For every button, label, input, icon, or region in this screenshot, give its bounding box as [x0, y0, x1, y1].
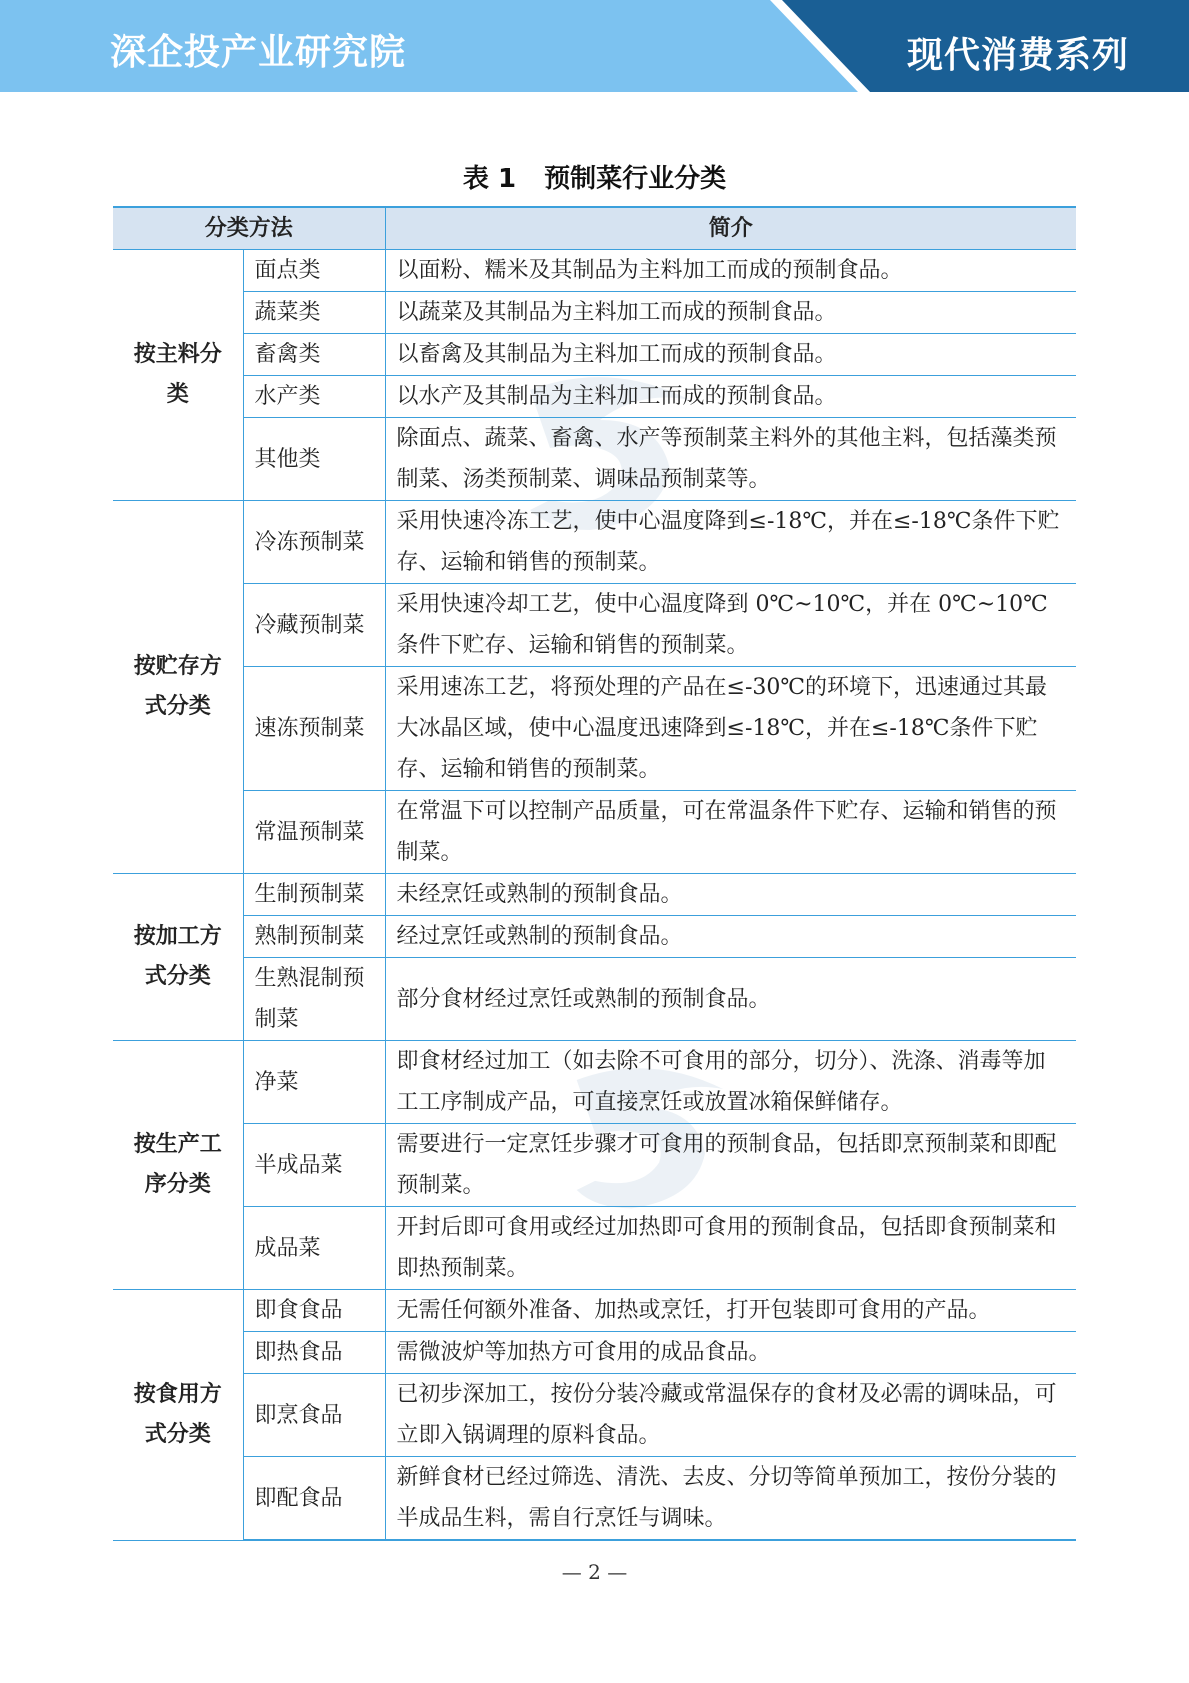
description-cell: 在常温下可以控制产品质量，可在常温条件下贮存、运输和销售的预制菜。	[385, 791, 1076, 874]
table-row	[113, 292, 1076, 334]
description-cell: 采用快速冷冻工艺，使中心温度降到≤-18℃，并在≤-18℃条件下贮存、运输和销售的预制菜。	[385, 501, 1076, 584]
method-cell: 按食用方式分类	[113, 1290, 243, 1541]
method-cell: 按加工方式分类	[113, 874, 243, 1041]
description-cell: 以水产及其制品为主料加工而成的预制食品。	[385, 376, 1076, 418]
description-cell: 以蔬菜及其制品为主料加工而成的预制食品。	[385, 292, 1076, 334]
header-banner	[0, 0, 1189, 92]
table-row	[113, 874, 1076, 916]
description-cell: 新鲜食材已经过筛选、清洗、去皮、分切等简单预加工，按份分装的半成品生料，需自行烹饪与调味。	[385, 1457, 1076, 1541]
description-cell: 经过烹饪或熟制的预制食品。	[385, 916, 1076, 958]
description-cell: 未经烹饪或熟制的预制食品。	[385, 874, 1076, 916]
type-cell: 畜禽类	[243, 334, 385, 376]
type-cell: 面点类	[243, 250, 385, 292]
table-caption-title: 预制菜行业分类	[544, 164, 727, 194]
header-method: 分类方法	[113, 207, 385, 250]
institute-name: 深企投产业研究院	[110, 32, 407, 73]
description-cell: 采用快速冷却工艺，使中心温度降到 0℃~10℃，并在 0℃~10℃条件下贮存、运输和销售的预制菜。	[385, 584, 1076, 667]
series-name: 现代消费系列	[906, 35, 1129, 76]
table-row	[113, 1332, 1076, 1374]
type-cell: 净菜	[243, 1041, 385, 1124]
description-cell: 需要进行一定烹饪步骤才可食用的预制食品，包括即烹预制菜和即配预制菜。	[385, 1124, 1076, 1207]
table-row	[113, 1041, 1076, 1124]
description-cell: 以畜禽及其制品为主料加工而成的预制食品。	[385, 334, 1076, 376]
description-cell: 采用速冻工艺，将预处理的产品在≤-30℃的环境下，迅速通过其最大冰晶区域，使中心温度迅速降到≤-18℃，并在≤-18℃条件下贮存、运输和销售的预制菜。	[385, 667, 1076, 791]
table-row	[113, 667, 1076, 791]
type-cell: 即热食品	[243, 1332, 385, 1374]
type-cell: 即配食品	[243, 1457, 385, 1541]
description-cell: 部分食材经过烹饪或熟制的预制食品。	[385, 958, 1076, 1041]
header-description: 简介	[385, 207, 1076, 250]
description-cell: 开封后即可食用或经过加热即可食用的预制食品，包括即食预制菜和即热预制菜。	[385, 1207, 1076, 1290]
table-row	[113, 334, 1076, 376]
table-row	[113, 791, 1076, 874]
table-row	[113, 1290, 1076, 1332]
table-row	[113, 1457, 1076, 1541]
type-cell: 其他类	[243, 418, 385, 501]
table-row	[113, 376, 1076, 418]
type-cell: 成品菜	[243, 1207, 385, 1290]
table-caption-number: 表 1	[462, 164, 517, 194]
method-cell: 按主料分类	[113, 250, 243, 501]
table-row	[113, 418, 1076, 501]
page-number: — 2 —	[561, 1560, 628, 1584]
type-cell: 速冻预制菜	[243, 667, 385, 791]
table-row	[113, 958, 1076, 1041]
type-cell: 冷藏预制菜	[243, 584, 385, 667]
table-row	[113, 584, 1076, 667]
type-cell: 常温预制菜	[243, 791, 385, 874]
table-caption	[0, 158, 1189, 195]
method-cell: 按贮存方式分类	[113, 501, 243, 874]
table-row	[113, 916, 1076, 958]
table-row	[113, 250, 1076, 292]
description-cell: 即食材经过加工（如去除不可食用的部分，切分）、洗涤、消毒等加工工序制成产品，可直接烹饪或放置冰箱保鲜储存。	[385, 1041, 1076, 1124]
description-cell: 需微波炉等加热方可食用的成品食品。	[385, 1332, 1076, 1374]
table-row	[113, 1124, 1076, 1207]
table-row	[113, 1374, 1076, 1457]
table-row	[113, 501, 1076, 584]
table-row	[113, 1207, 1076, 1290]
type-cell: 即食食品	[243, 1290, 385, 1332]
type-cell: 半成品菜	[243, 1124, 385, 1207]
description-cell: 已初步深加工，按份分装冷藏或常温保存的食材及必需的调味品，可立即入锅调理的原料食品。	[385, 1374, 1076, 1457]
type-cell: 熟制预制菜	[243, 916, 385, 958]
type-cell: 蔬菜类	[243, 292, 385, 334]
description-cell: 除面点、蔬菜、畜禽、水产等预制菜主料外的其他主料，包括藻类预制菜、汤类预制菜、调味品预制菜等。	[385, 418, 1076, 501]
type-cell: 生制预制菜	[243, 874, 385, 916]
type-cell: 水产类	[243, 376, 385, 418]
description-cell: 无需任何额外准备、加热或烹饪，打开包装即可食用的产品。	[385, 1290, 1076, 1332]
classification-table	[113, 206, 1076, 1541]
type-cell: 生熟混制预制菜	[243, 958, 385, 1041]
table-header-row	[113, 207, 1076, 250]
type-cell: 冷冻预制菜	[243, 501, 385, 584]
description-cell: 以面粉、糯米及其制品为主料加工而成的预制食品。	[385, 250, 1076, 292]
type-cell: 即烹食品	[243, 1374, 385, 1457]
method-cell: 按生产工序分类	[113, 1041, 243, 1290]
